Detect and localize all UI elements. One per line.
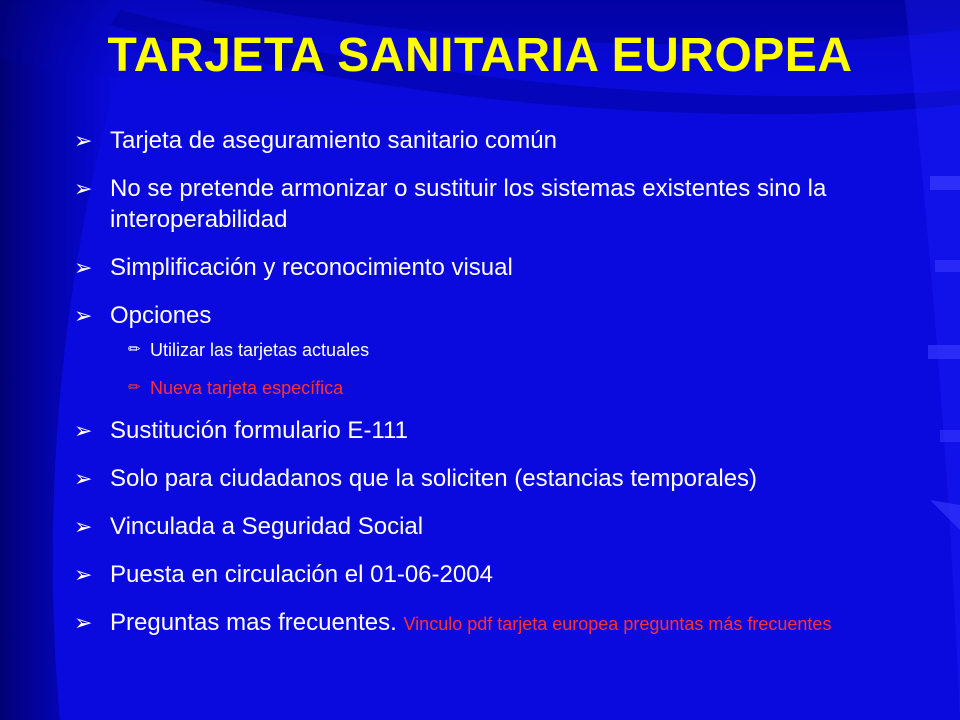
arrowhead-icon: ➢	[74, 176, 93, 201]
bullet-item: ➢ Solo para ciudadanos que la soliciten (estancias temporales)	[74, 465, 758, 492]
faq-pdf-link[interactable]: Vinculo pdf tarjeta europea preguntas más frecuentes	[403, 614, 832, 634]
arrowhead-icon: ➢	[74, 466, 93, 491]
arrowhead-icon: ➢	[74, 610, 93, 635]
pencil-icon: ✏	[128, 379, 141, 396]
arrowhead-icon: ➢	[74, 128, 93, 153]
slide-title: TARJETA SANITARIA EUROPEA	[107, 29, 853, 82]
arrowhead-icon: ➢	[74, 514, 93, 539]
sub-option-item: ✏ Nueva tarjeta específica	[128, 378, 344, 398]
bullet-item: ➢ Vinculada a Seguridad Social	[74, 513, 424, 540]
bullet-item: ➢ Preguntas mas frecuentes. Vinculo pdf tarjeta europea preguntas más frecuentes	[74, 609, 832, 636]
bullet-item: ➢ No se pretende armonizar o sustituir los sistemas existentes sino la interoperabilidad	[74, 175, 827, 233]
pencil-icon: ✏	[128, 341, 141, 358]
arrowhead-icon: ➢	[74, 418, 93, 443]
bullet-item: ➢ Puesta en circulación el 01-06-2004	[74, 561, 493, 588]
bullet-item: ➢ Tarjeta de aseguramiento sanitario común	[74, 127, 557, 154]
arrowhead-icon: ➢	[74, 303, 93, 328]
arrowhead-icon: ➢	[74, 255, 93, 280]
sub-option-item: ✏ Utilizar las tarjetas actuales	[128, 340, 370, 360]
arrowhead-icon: ➢	[74, 562, 93, 587]
bullet-item: ➢ Simplificación y reconocimiento visual	[74, 254, 513, 281]
bullet-list	[72, 125, 932, 657]
bullet-item: ➢ Opciones	[74, 302, 212, 329]
bullet-item: ➢ Sustitución formulario E-111	[74, 417, 408, 444]
